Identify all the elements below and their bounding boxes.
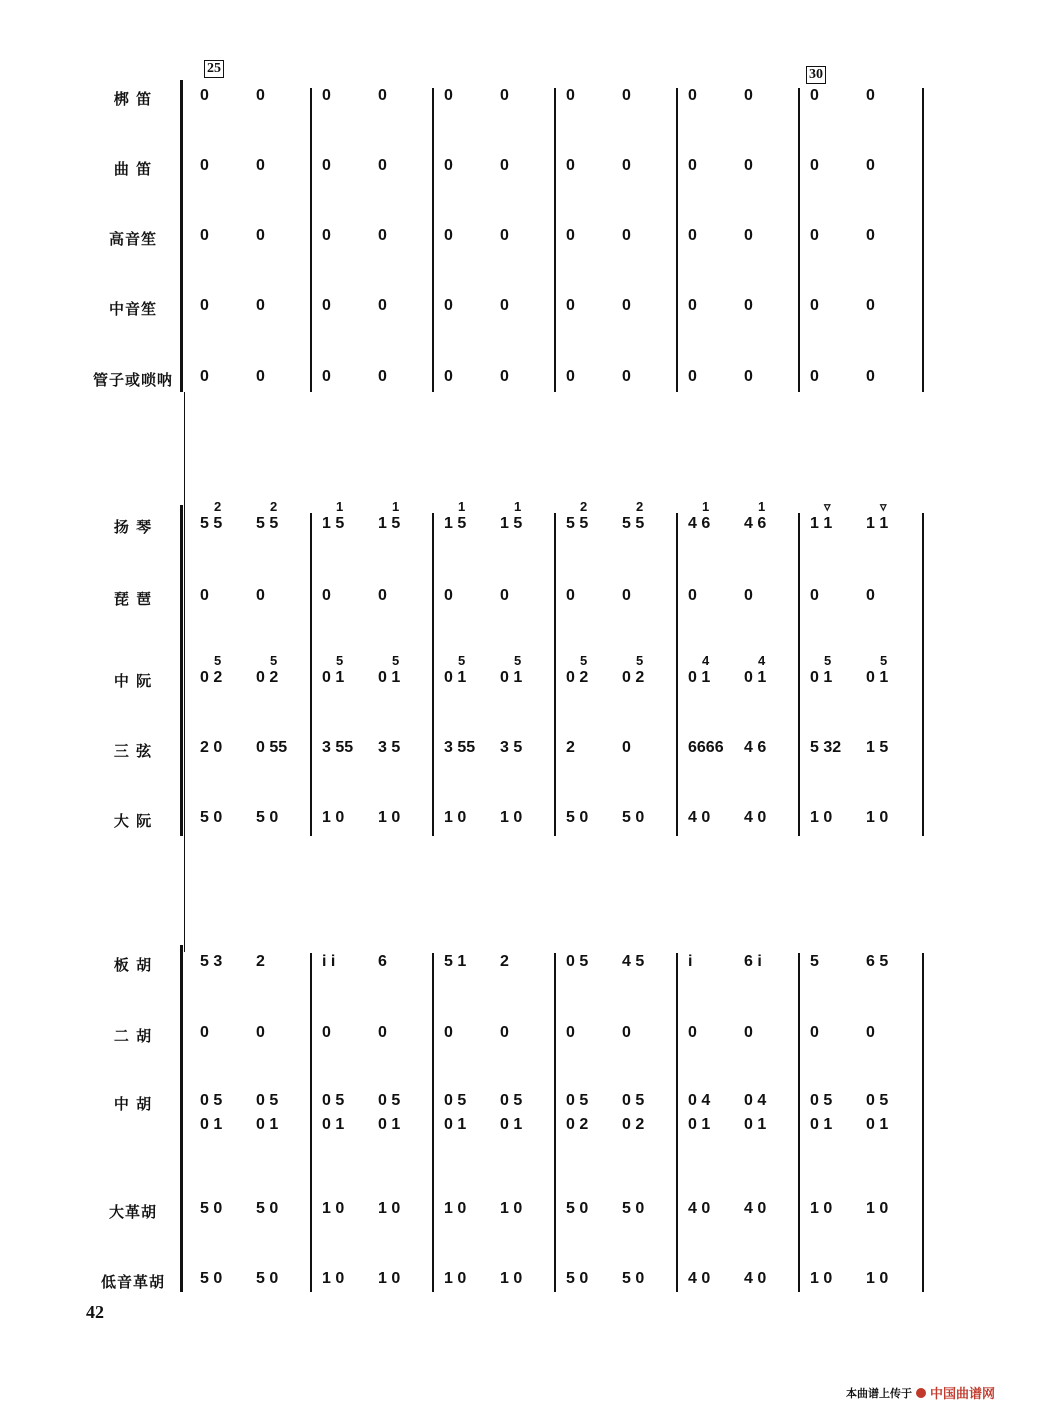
note-cell: 1 1 — [866, 515, 889, 532]
barline — [432, 953, 434, 1292]
measure-number-marker: 25 — [204, 60, 224, 78]
note-cell: 0 2 — [566, 669, 589, 686]
note-cell: 0 — [622, 297, 631, 314]
note-cell: 0 — [810, 587, 819, 604]
note-cell: 0 — [256, 227, 265, 244]
note-cell: 5 — [810, 953, 819, 970]
note-cell: 0 — [688, 368, 697, 385]
note-cell: 5 1 — [444, 953, 467, 970]
note-cell: i — [688, 953, 693, 970]
lower-note: 0 1 — [200, 1116, 223, 1133]
lower-note: 0 1 — [810, 1116, 833, 1133]
note-cell: 0 — [200, 368, 209, 385]
note-cell: 0 1 — [322, 669, 345, 686]
note-cell: 0 — [322, 587, 331, 604]
note-cell: 0 1 — [444, 669, 467, 686]
note-cell: 0 5 — [200, 1092, 223, 1109]
note-cell: 3 5 — [378, 739, 401, 756]
barline — [676, 953, 678, 1292]
upper-note: 5 — [824, 653, 832, 668]
note-cell: 4 5 — [622, 953, 645, 970]
note-cell: 0 — [566, 297, 575, 314]
note-cell: 6 — [378, 953, 387, 970]
note-cell: 0 — [200, 87, 209, 104]
lower-note: 0 1 — [444, 1116, 467, 1133]
barline — [554, 513, 556, 836]
note-cell: 0 — [200, 227, 209, 244]
note-cell: 5 0 — [256, 809, 279, 826]
note-cell: 1 0 — [500, 1200, 523, 1217]
note-cell: 0 4 — [744, 1092, 767, 1109]
page-number: 42 — [86, 1302, 104, 1322]
note-cell: 5 0 — [622, 1270, 645, 1287]
barline — [922, 953, 924, 1292]
note-cell: 0 — [866, 87, 875, 104]
note-cell: 0 — [566, 157, 575, 174]
note-cell: 1 0 — [444, 1270, 467, 1287]
note-cell: 0 — [744, 297, 753, 314]
upper-note: 1 — [336, 499, 344, 514]
note-cell: 0 — [622, 227, 631, 244]
note-cell: 0 — [688, 587, 697, 604]
note-cell: 1 0 — [866, 1200, 889, 1217]
note-cell: 4 0 — [744, 1270, 767, 1287]
note-cell: 0 — [444, 1024, 453, 1041]
note-cell: 0 — [810, 157, 819, 174]
note-cell: 0 5 — [866, 1092, 889, 1109]
upper-note: 4 — [702, 653, 710, 668]
note-cell: 0 — [810, 227, 819, 244]
instrument-label: 三 弦 — [113, 742, 153, 760]
note-cell: 0 — [810, 1024, 819, 1041]
note-cell: 4 0 — [744, 809, 767, 826]
instrument-label: 低音革胡 — [100, 1273, 165, 1291]
instrument-label: 梆 笛 — [113, 90, 153, 108]
upper-note: 1 — [758, 499, 766, 514]
note-cell: 0 — [322, 368, 331, 385]
barline — [432, 513, 434, 836]
note-cell: 0 — [810, 87, 819, 104]
note-cell: 6 5 — [866, 953, 889, 970]
note-cell: 0 — [866, 1024, 875, 1041]
barline — [922, 88, 924, 392]
note-cell: 4 0 — [744, 1200, 767, 1217]
note-cell: 0 — [622, 1024, 631, 1041]
note-cell: 5 3 — [200, 953, 223, 970]
note-cell: 0 1 — [500, 669, 523, 686]
note-cell: 5 0 — [256, 1200, 279, 1217]
barline — [676, 513, 678, 836]
note-cell: 5 0 — [200, 809, 223, 826]
note-cell: 0 — [378, 587, 387, 604]
note-cell: 1 5 — [322, 515, 345, 532]
upper-note: 2 — [636, 499, 644, 514]
note-cell: 5 0 — [566, 809, 589, 826]
barline — [310, 88, 312, 392]
note-cell: 1 0 — [500, 1270, 523, 1287]
note-cell: 0 — [322, 87, 331, 104]
note-cell: 0 — [744, 87, 753, 104]
note-cell: 0 — [566, 87, 575, 104]
note-cell: 0 — [622, 587, 631, 604]
lower-note: 0 1 — [378, 1116, 401, 1133]
barline — [676, 88, 678, 392]
upper-note: 5 — [214, 653, 222, 668]
site-logo-icon — [916, 1388, 926, 1398]
note-cell: 6666 — [688, 739, 724, 756]
instrument-label: 中 阮 — [113, 672, 153, 690]
note-cell: 0 — [322, 1024, 331, 1041]
note-cell: 0 — [256, 368, 265, 385]
barline — [798, 88, 800, 392]
note-cell: 0 — [378, 368, 387, 385]
note-cell: 1 0 — [500, 809, 523, 826]
barline — [798, 513, 800, 836]
note-cell: 1 0 — [322, 809, 345, 826]
note-cell: 0 — [256, 157, 265, 174]
footer-credit — [846, 1383, 995, 1402]
note-cell: 0 — [200, 157, 209, 174]
note-cell: 0 — [322, 157, 331, 174]
upper-note: 1 — [458, 499, 466, 514]
lower-note: 0 1 — [866, 1116, 889, 1133]
upper-note: 1 — [392, 499, 400, 514]
note-cell: 1 0 — [322, 1200, 345, 1217]
upper-note: 1 — [702, 499, 710, 514]
lower-note: 0 1 — [256, 1116, 279, 1133]
note-cell: 1 0 — [444, 809, 467, 826]
note-cell: 4 6 — [744, 739, 767, 756]
note-cell: 0 2 — [622, 669, 645, 686]
note-cell: 0 5 — [810, 1092, 833, 1109]
note-cell: 0 — [200, 587, 209, 604]
note-cell: 0 — [500, 587, 509, 604]
lower-note: 0 2 — [566, 1116, 589, 1133]
lower-note: 0 1 — [688, 1116, 711, 1133]
note-cell: 2 — [566, 739, 575, 756]
note-cell: 0 — [256, 587, 265, 604]
barline — [432, 88, 434, 392]
upper-note: 5 — [636, 653, 644, 668]
note-cell: 0 5 — [500, 1092, 523, 1109]
note-cell: 0 — [322, 297, 331, 314]
note-cell: 1 0 — [810, 1270, 833, 1287]
note-cell: 0 — [622, 157, 631, 174]
note-cell: 0 — [566, 1024, 575, 1041]
note-cell: 4 0 — [688, 1200, 711, 1217]
note-cell: 0 — [500, 297, 509, 314]
note-cell: 0 — [500, 1024, 509, 1041]
note-cell: i i — [322, 953, 336, 970]
note-cell: 0 — [500, 227, 509, 244]
note-cell: 0 — [866, 227, 875, 244]
instrument-label: 琵 琶 — [113, 590, 153, 608]
note-cell: 2 0 — [200, 739, 223, 756]
note-cell: 0 — [500, 157, 509, 174]
note-cell: 3 55 — [444, 739, 476, 756]
note-cell: 5 0 — [200, 1270, 223, 1287]
note-cell: 6 i — [744, 953, 762, 970]
note-cell: 4 6 — [688, 515, 711, 532]
note-cell: 2 — [256, 953, 265, 970]
barline — [310, 513, 312, 836]
note-cell: 0 — [256, 1024, 265, 1041]
note-cell: 0 — [744, 587, 753, 604]
group-bracket — [180, 945, 183, 1292]
instrument-label: 中音笙 — [108, 300, 157, 318]
note-cell: 5 0 — [200, 1200, 223, 1217]
note-cell: 4 0 — [688, 809, 711, 826]
upper-note: 2 — [580, 499, 588, 514]
note-cell: 0 — [378, 1024, 387, 1041]
note-cell: 0 — [378, 227, 387, 244]
note-cell: 0 — [444, 297, 453, 314]
upper-note: 5 — [270, 653, 278, 668]
note-cell: 0 5 — [256, 1092, 279, 1109]
instrument-label: 中 胡 — [113, 1095, 153, 1113]
note-cell: 0 — [444, 368, 453, 385]
note-cell: 1 0 — [810, 809, 833, 826]
note-cell: 1 0 — [378, 1200, 401, 1217]
upper-note: 1 — [514, 499, 522, 514]
note-cell: 0 — [566, 587, 575, 604]
note-cell: 0 — [378, 297, 387, 314]
note-cell: 0 — [688, 87, 697, 104]
note-cell: 5 0 — [566, 1270, 589, 1287]
instrument-label: 大革胡 — [108, 1203, 157, 1221]
note-cell: 5 5 — [622, 515, 645, 532]
note-cell: 0 — [500, 368, 509, 385]
note-cell: 2 — [500, 953, 509, 970]
note-cell: 0 — [256, 87, 265, 104]
upper-note: 5 — [514, 653, 522, 668]
upper-note: 2 — [214, 499, 222, 514]
barline — [798, 953, 800, 1292]
note-cell: 0 4 — [688, 1092, 711, 1109]
lower-note: 0 2 — [622, 1116, 645, 1133]
note-cell: 0 — [866, 368, 875, 385]
note-cell: 0 — [622, 739, 631, 756]
note-cell: 5 5 — [566, 515, 589, 532]
note-cell: 0 — [500, 87, 509, 104]
note-cell: 0 1 — [810, 669, 833, 686]
note-cell: 0 — [622, 368, 631, 385]
note-cell: 1 0 — [866, 809, 889, 826]
note-cell: 0 — [688, 1024, 697, 1041]
note-cell: 1 0 — [322, 1270, 345, 1287]
note-cell: 0 — [744, 1024, 753, 1041]
note-cell: 5 0 — [256, 1270, 279, 1287]
note-cell: 1 0 — [866, 1270, 889, 1287]
lower-note: 0 1 — [322, 1116, 345, 1133]
upper-note: 2 — [270, 499, 278, 514]
note-cell: 0 — [622, 87, 631, 104]
note-cell: 0 1 — [866, 669, 889, 686]
instrument-label: 二 胡 — [113, 1027, 153, 1045]
note-cell: 1 0 — [444, 1200, 467, 1217]
upper-note: 5 — [392, 653, 400, 668]
note-cell: 0 — [322, 227, 331, 244]
note-cell: 3 5 — [500, 739, 523, 756]
note-cell: 4 0 — [688, 1270, 711, 1287]
note-cell: 0 — [688, 227, 697, 244]
note-cell: 0 5 — [622, 1092, 645, 1109]
instrument-label: 扬 琴 — [113, 518, 153, 536]
note-cell: 0 55 — [256, 739, 288, 756]
note-cell: 1 0 — [378, 809, 401, 826]
note-cell: 0 — [866, 157, 875, 174]
footer-logo: 中国曲谱网 — [930, 1387, 996, 1402]
note-cell: 5 5 — [256, 515, 279, 532]
instrument-label: 管子或唢呐 — [92, 371, 173, 389]
note-cell: 0 — [200, 1024, 209, 1041]
note-cell: 0 — [688, 157, 697, 174]
note-cell: 5 0 — [566, 1200, 589, 1217]
note-cell: 0 1 — [744, 669, 767, 686]
note-cell: 1 1 — [810, 515, 833, 532]
note-cell: 0 — [444, 587, 453, 604]
note-cell: 0 1 — [378, 669, 401, 686]
note-cell: 0 1 — [688, 669, 711, 686]
note-cell: 1 5 — [866, 739, 889, 756]
note-cell: 0 — [866, 297, 875, 314]
note-cell: 1 0 — [378, 1270, 401, 1287]
upper-note: ▿ — [880, 499, 887, 514]
barline — [922, 513, 924, 836]
note-cell: 4 6 — [744, 515, 767, 532]
barline — [310, 953, 312, 1292]
note-cell: 5 0 — [622, 1200, 645, 1217]
note-cell: 0 — [688, 297, 697, 314]
upper-note: 4 — [758, 653, 766, 668]
note-cell: 0 — [378, 157, 387, 174]
note-cell: 0 — [566, 227, 575, 244]
footer-text: 本曲谱上传于 — [846, 1386, 912, 1400]
instrument-label: 曲 笛 — [113, 160, 153, 178]
note-cell: 0 — [200, 297, 209, 314]
note-cell: 1 5 — [500, 515, 523, 532]
upper-note: 5 — [458, 653, 466, 668]
note-cell: 5 5 — [200, 515, 223, 532]
note-cell: 5 0 — [622, 809, 645, 826]
lower-note: 0 1 — [744, 1116, 767, 1133]
barline — [554, 953, 556, 1292]
note-cell: 0 5 — [566, 953, 589, 970]
upper-note: 5 — [880, 653, 888, 668]
note-cell: 3 55 — [322, 739, 354, 756]
note-cell: 0 5 — [444, 1092, 467, 1109]
note-cell: 1 0 — [810, 1200, 833, 1217]
note-cell: 0 — [810, 368, 819, 385]
measure-number-marker: 30 — [806, 66, 826, 84]
lower-note: 0 1 — [500, 1116, 523, 1133]
upper-note: ▿ — [824, 499, 831, 514]
note-cell: 0 2 — [200, 669, 223, 686]
note-cell: 0 — [744, 368, 753, 385]
instrument-label: 板 胡 — [113, 956, 153, 974]
note-cell: 0 — [744, 227, 753, 244]
note-cell: 0 — [444, 157, 453, 174]
upper-note: 5 — [336, 653, 344, 668]
note-cell: 0 5 — [322, 1092, 345, 1109]
instrument-label: 大 阮 — [113, 812, 153, 830]
note-cell: 0 — [378, 87, 387, 104]
instrument-label: 高音笙 — [108, 230, 157, 248]
note-cell: 5 32 — [810, 739, 842, 756]
note-cell: 0 — [810, 297, 819, 314]
note-cell: 0 — [566, 368, 575, 385]
note-cell: 1 5 — [378, 515, 401, 532]
note-cell: 0 — [444, 227, 453, 244]
note-cell: 0 — [256, 297, 265, 314]
upper-note: 5 — [580, 653, 588, 668]
note-cell: 0 — [866, 587, 875, 604]
note-cell: 0 — [444, 87, 453, 104]
note-cell: 0 5 — [378, 1092, 401, 1109]
note-cell: 1 5 — [444, 515, 467, 532]
barline — [554, 88, 556, 392]
note-cell: 0 5 — [566, 1092, 589, 1109]
note-cell: 0 — [744, 157, 753, 174]
note-cell: 0 2 — [256, 669, 279, 686]
